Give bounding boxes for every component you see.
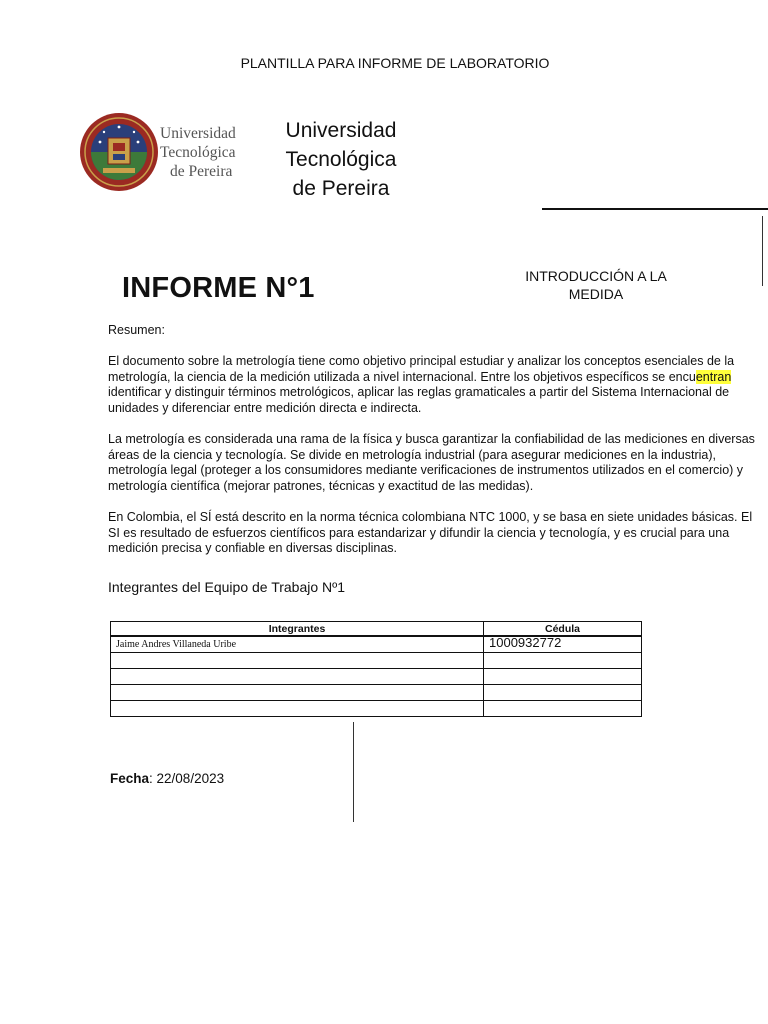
member-id-cell bbox=[484, 669, 642, 685]
member-id-cell: 1000932772 bbox=[484, 636, 642, 653]
member-name-cell bbox=[111, 653, 484, 669]
summary-paragraph-2: La metrología es considerada una rama de la física y busca garantizar la confiabilidad de las mediciones en diversas áreas de la ciencia y tecnología. Se divide en metrología industrial (para asegurar mediciones en la industria), metrología legal (proteger a los consumidores mediante verificaciones de instrumentos utilizados en el comercio) y metrología científica (mejorar patrones, técnicas y exactitud de las medidas). bbox=[108, 432, 755, 493]
report-title: INFORME N°1 bbox=[122, 272, 315, 304]
table-row bbox=[111, 701, 642, 717]
date-label: Fecha bbox=[110, 771, 150, 786]
university-name-line: Universidad bbox=[285, 119, 397, 142]
member-id-cell bbox=[484, 701, 642, 717]
logo-text-line: Universidad bbox=[160, 125, 236, 142]
logo-text-line: de Pereira bbox=[170, 163, 233, 180]
member-name-cell bbox=[111, 685, 484, 701]
member-name-cell bbox=[111, 701, 484, 717]
member-id-cell bbox=[484, 653, 642, 669]
horizontal-rule bbox=[542, 208, 768, 210]
table-row bbox=[111, 685, 642, 701]
member-name-cell: Jaime Andres Villaneda Uribe bbox=[111, 636, 484, 653]
table-header-row bbox=[111, 622, 642, 637]
table-row bbox=[111, 653, 642, 669]
university-logo bbox=[78, 112, 243, 194]
summary-paragraph-1 bbox=[108, 354, 762, 416]
summary-text: El documento sobre la metrología tiene como objetivo principal estudiar y analizar los conceptos esenciales de la metrología, la ciencia de la medición utilizada a nivel internacional. Entre los objetivos específicos se encu bbox=[108, 354, 735, 384]
vertical-rule bbox=[762, 216, 763, 286]
summary-paragraph-3: En Colombia, el SÍ está descrito en la norma técnica colombiana NTC 1000, y se basa en siete unidades básicas. El SI es resultado de esfuerzos científicos para estandarizar y difundir la ciencia y tecnología, y es crucial para una medición precisa y confiable en diversas disciplinas. bbox=[108, 510, 753, 555]
column-header-id: Cédula bbox=[484, 622, 642, 637]
highlighted-text: entran bbox=[695, 369, 732, 384]
template-title: PLANTILLA PARA INFORME DE LABORATORIO bbox=[240, 55, 550, 71]
university-name-line: Tecnológica bbox=[285, 148, 397, 171]
team-table bbox=[110, 621, 642, 717]
summary-label: Resumen: bbox=[108, 323, 165, 337]
vertical-rule bbox=[353, 722, 354, 822]
logo-text-line: Tecnológica bbox=[160, 144, 236, 161]
date-value: : 22/08/2023 bbox=[149, 771, 225, 786]
university-name-line: de Pereira bbox=[292, 177, 390, 200]
report-subject bbox=[512, 267, 680, 303]
summary-text: identificar y distinguir términos metrológicos, aplicar las reglas gramaticales a partir del Sistema Internacional de unidades y diferenciar entre medición directa e indirecta. bbox=[108, 385, 730, 415]
column-header-members: Integrantes bbox=[111, 622, 484, 637]
date-line bbox=[110, 771, 224, 786]
member-id-cell bbox=[484, 685, 642, 701]
table-row bbox=[111, 636, 642, 653]
subject-line: MEDIDA bbox=[568, 286, 624, 302]
university-name bbox=[272, 116, 410, 203]
table-row bbox=[111, 669, 642, 685]
member-name-cell bbox=[111, 669, 484, 685]
team-title: Integrantes del Equipo de Trabajo Nº1 bbox=[108, 579, 346, 595]
subject-line: INTRODUCCIÓN A LA bbox=[525, 268, 667, 284]
